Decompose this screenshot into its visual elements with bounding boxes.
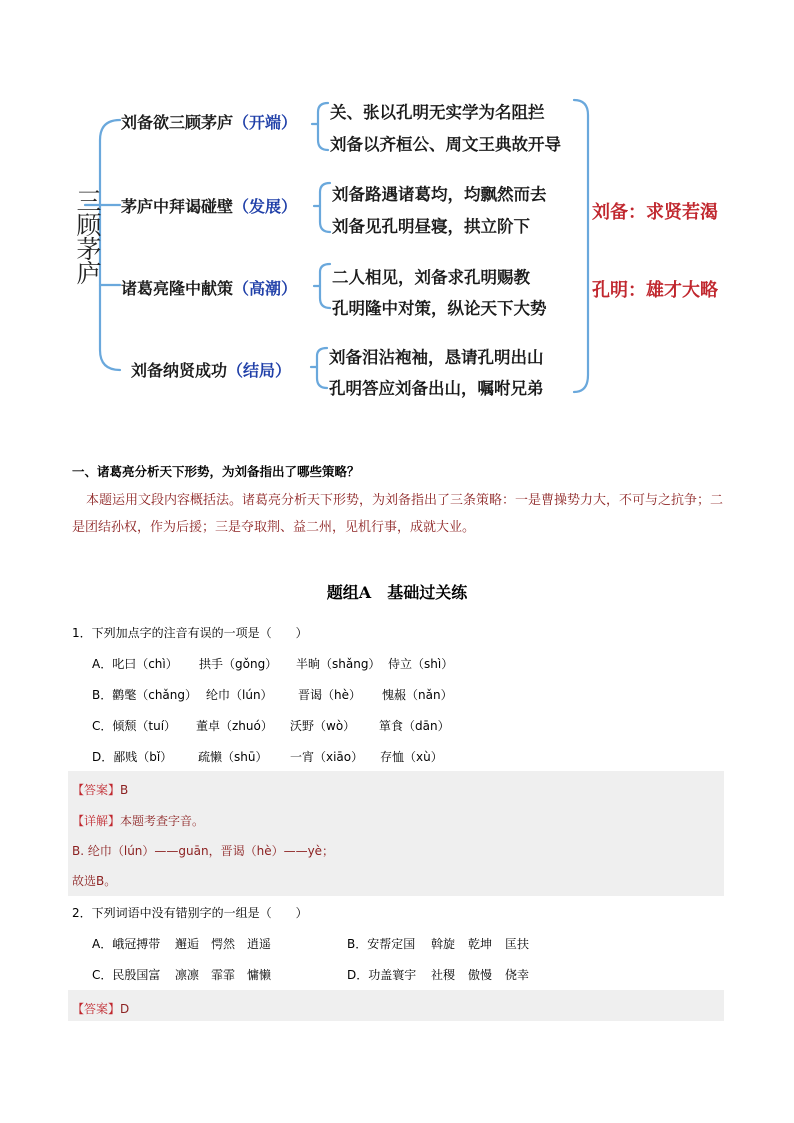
q1-answer-value: B — [120, 783, 129, 797]
q2-c-4: 慵懒 — [247, 968, 272, 982]
q1-conclusion: 故选B。 — [72, 874, 117, 888]
branch-2-detail-1: 刘备路遇诸葛均，均飘然而去 — [332, 185, 547, 204]
q2-answer-box — [68, 990, 724, 1021]
q2-a-1: A．峨冠搏带 — [92, 937, 161, 951]
q1-c-2: 董卓（zhuó） — [196, 719, 273, 733]
q1-b-4: 愧赧（nǎn） — [382, 688, 453, 702]
branch-3-detail-2: 孔明隆中对策，纵论天下大势 — [332, 299, 547, 318]
q1-a-2: 拱手（gǒng） — [199, 657, 278, 671]
q2-a-4: 逍遥 — [247, 937, 272, 951]
q1-a-4: 侍立（shì） — [388, 657, 454, 671]
question-one-analysis — [72, 487, 724, 541]
q2-c-3: 霏霏 — [211, 968, 236, 982]
section-title: 题组A 基础过关练 — [326, 583, 468, 602]
q1-answer-tag: 【答案】 — [72, 783, 121, 797]
mindmap-root: 三顾茅庐 — [76, 187, 102, 288]
branch-4 — [131, 358, 291, 381]
q2-b-2: 斡旋 — [431, 937, 456, 951]
branch-4-title: 刘备纳贤成功 — [131, 361, 228, 380]
branch-1-detail-2: 刘备以齐桓公、周文王典故开导 — [330, 135, 561, 154]
question-one-title: 一、诸葛亮分析天下形势，为刘备指出了哪些策略？ — [72, 464, 360, 479]
q1-a-3: 半晌（shǎng） — [296, 657, 381, 671]
q1-explanation: B. 纶巾（lún）——guān，晋谒（hè）——yè； — [72, 844, 335, 858]
branch-3-detail-1: 二人相见，刘备求孔明赐教 — [332, 268, 530, 287]
q1-b-3: 晋谒（hè） — [298, 688, 361, 702]
q1-d-4: 存恤（xù） — [380, 750, 443, 764]
q2-b-4: 匡扶 — [505, 937, 530, 951]
q1-option-a — [92, 655, 453, 672]
q2-option-b — [347, 935, 529, 952]
branch-3 — [121, 276, 297, 299]
branch-2-detail-2: 刘备见孔明昼寝，拱立阶下 — [332, 217, 530, 236]
q1-answer-box — [68, 771, 724, 896]
q2-option-c — [92, 966, 271, 983]
q2-c-1: C．民殷国富 — [92, 968, 161, 982]
q1-c-1: C．倾颓（tuí） — [92, 719, 177, 733]
branch-4-phase: （结局） — [227, 361, 292, 380]
q1-d-1: D．鄙贱（bǐ） — [92, 750, 173, 764]
branch-2-title: 茅庐中拜谒碰壁 — [121, 197, 234, 216]
q1-c-4: 箪食（dān） — [379, 719, 450, 733]
q1-stem: 1．下列加点字的注音有误的一项是（ ） — [72, 626, 308, 640]
q2-answer-line — [72, 998, 129, 1017]
q1-d-3: 一宵（xiāo） — [290, 750, 364, 764]
q1-detail-line — [72, 810, 204, 829]
branch-1-title: 刘备欲三顾茅庐 — [121, 113, 234, 132]
q2-d-2: 社稷 — [431, 968, 456, 982]
branch-4-detail-1: 刘备泪沾袍袖，恳请孔明出山 — [329, 348, 544, 367]
q1-option-c — [92, 717, 450, 734]
q1-b-1: B．鹳氅（chǎng） — [92, 688, 198, 702]
branch-3-phase: （高潮） — [233, 279, 298, 298]
q1-c-3: 沃野（wò） — [290, 719, 356, 733]
q2-answer-value: D — [120, 1002, 130, 1016]
conclusion-liubei: 刘备：求贤若渴 — [592, 202, 718, 223]
q2-answer-tag: 【答案】 — [72, 1002, 121, 1016]
q1-option-d — [92, 748, 443, 765]
q2-b-3: 乾坤 — [468, 937, 493, 951]
q2-d-3: 傲慢 — [468, 968, 493, 982]
branch-4-detail-2: 孔明答应刘备出山，嘱咐兄弟 — [329, 379, 544, 398]
question-one-analysis-text: 本题运用文段内容概括法。诸葛亮分析天下形势，为刘备指出了三条策略：一是曹操势力大，不可与之抗争；二是团结孙权，作为后援；三是夺取荆、益二州，见机行事，成就大业。 — [72, 493, 724, 535]
q1-answer-line — [72, 779, 128, 798]
branch-3-title: 诸葛亮隆中献策 — [121, 279, 234, 298]
q1-option-b — [92, 686, 453, 703]
q2-a-2: 邂逅 — [175, 937, 200, 951]
conclusion-kongming: 孔明：雄才大略 — [592, 280, 718, 301]
branch-2 — [121, 194, 297, 217]
q2-option-d — [347, 966, 529, 983]
q2-b-1: B．安帮定国 — [347, 937, 416, 951]
q2-a-3: 愕然 — [211, 937, 236, 951]
q1-detail-tag: 【详解】 — [72, 814, 121, 828]
q1-b-2: 纶巾（lún） — [206, 688, 273, 702]
q2-c-2: 凛凛 — [175, 968, 200, 982]
q1-a-1: A．叱曰（chì） — [92, 657, 178, 671]
q2-d-4: 侥幸 — [505, 968, 530, 982]
q1-detail-text: 本题考查字音。 — [120, 814, 205, 828]
q2-option-a — [92, 935, 271, 952]
q2-d-1: D．功盖寰宇 — [347, 968, 417, 982]
q1-d-2: 疏懒（shū） — [198, 750, 268, 764]
branch-1 — [121, 110, 297, 133]
branch-1-phase: （开端） — [233, 113, 298, 132]
branch-2-phase: （发展） — [233, 197, 298, 216]
branch-1-detail-1: 关、张以孔明无实学为名阻拦 — [330, 103, 545, 122]
q2-stem: 2．下列词语中没有错别字的一组是（ ） — [72, 906, 308, 920]
